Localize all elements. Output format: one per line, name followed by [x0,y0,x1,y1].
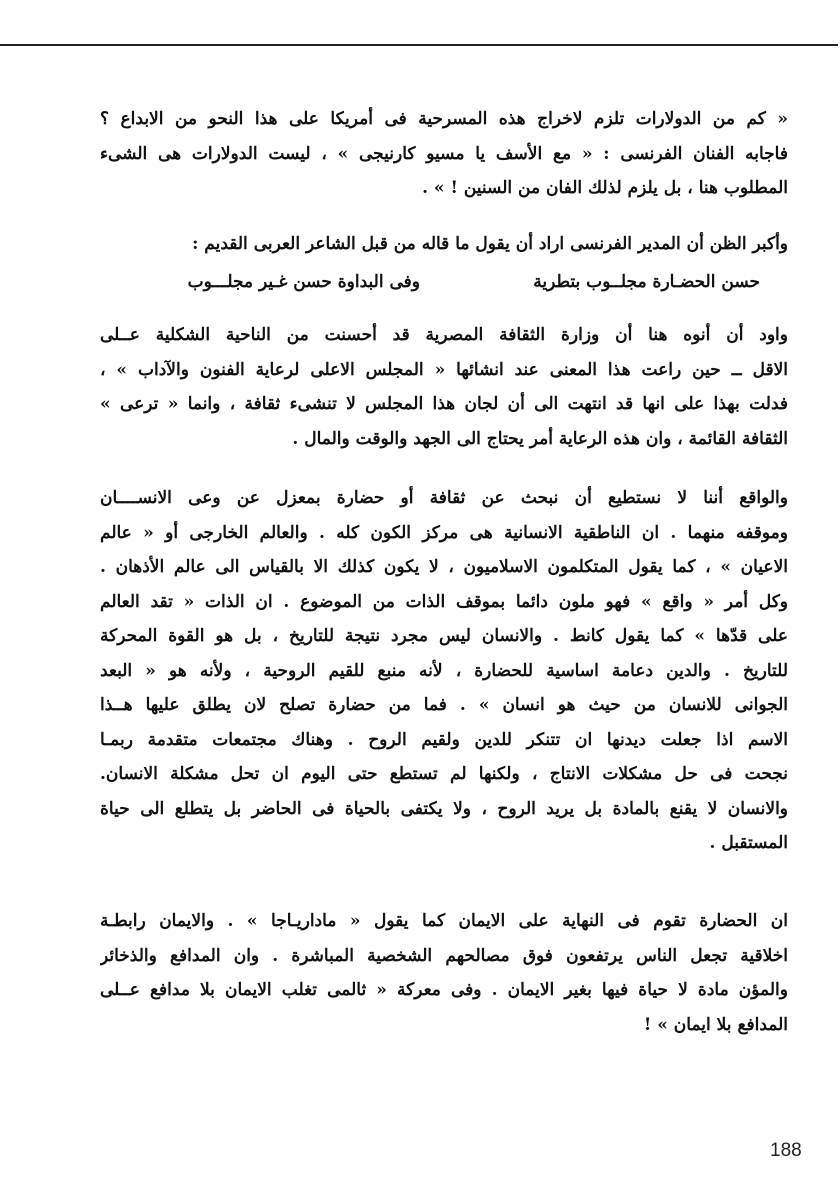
text-line: « كم من الدولارات تلزم لاخراج هذه المسرحية فى أمريكا على هذا النحو من الابداع ؟ [100,109,788,129]
paragraph-4 [100,481,788,861]
verse-first-hemistich: حسن الحضـارة مجلــوب بتطرية [533,272,760,292]
text-line: الاسم اذا جعلت ديدنها ان تتنكر للدين ولقيم الروح . وهناك مجتمعات متقدمة ربمـا [100,729,788,750]
verse-second-hemistich: وفى البداوة حسن غـير مجلـــوب [187,272,420,292]
paragraph-3 [100,318,788,456]
text-line: وموقفه منهما . ان الناطقية الانسانية هى مركز الكون كله . والعالم الخارجى أو « عالم [100,522,788,543]
text-line: على قدّها » كما يقول كانط . والانسان ليس مجرد نتيجة للتاريخ ، بل هو القوة المحركة [100,626,788,646]
text-line: اخلاقية تجعل الناس يرتفعون فوق مصالحهم الشخصية المباشرة . وان المدافع والذخائر [100,945,788,966]
text-line: وأكبر الظن أن المدير الفرنسى اراد أن يقول ما قاله من قبل الشاعر العربى القديم : [192,234,788,254]
text-line: للتاريخ . والدين دعامة اساسية للحضارة ، لأنه منبع للقيم الروحية ، ولأنه هو « البعد [100,660,788,681]
text-line: الثقافة القائمة ، وان هذه الرعاية أمر يحتاج الى الجهد والوقت والمال . [292,428,788,449]
paragraph-2 [100,227,788,262]
text-line: والمؤن مادة لا حياة فيها بغير الايمان . وفى معركة « ثالمى تغلب الايمان بلا مدافع عــلى [100,980,788,1000]
paragraph-5 [100,904,788,1042]
text-line: الاعيان » ، كما يقول المتكلمون الاسلاميون ، لا يكون كذلك الا بالقياس الى عالم الأذهان . [100,557,788,577]
text-line: المستقبل . [709,833,788,853]
text-line: الاقل ــ حين راعت هذا المعنى عند انشائها « المجلس الاعلى لرعاية الفنون والآداب » ، [100,359,788,380]
text-line: نجحت فى حل مشكلات الانتاج ، ولكنها لم تستطع حتى اليوم ان تحل مشكلة الانسان. [100,764,788,784]
text-line: واود أن أنوه هنا أن وزارة الثقافة المصرية قد أحسنت من الناحية الشكلية عــلى [100,325,788,345]
text-line: فدلت بهذا على انها قد انتهت الى أن لجان هذا المجلس لا تنشىء ثقافة ، وانما « ترعى » [100,394,788,414]
text-line: الجوانى للانسان من حيث هو انسان » . فما من حضارة تصلح لان يطلق عليها هــذا [100,695,788,715]
text-line: والواقع أننا لا نستطيع أن نبحث عن ثقافة أو حضارة بمعزل عن وعى الانســــان [100,488,788,508]
text-line: والانسان لا يقنع بالمادة بل يريد الروح ، ولا يكتفى بالحياة فى الحاضر بل يتطلع الى حياة [100,798,788,819]
text-line: ان الحضارة تقوم فى النهاية على الايمان كما يقول « ماداريـاجا » . والايمان رابطـة [100,911,788,931]
text-line: المدافع بلا ايمان » ! [643,1014,788,1035]
top-rule [0,44,838,46]
paragraph-1 [100,102,788,206]
verse [100,268,760,302]
text-line: فاجابه الفنان الفرنسى : « مع الأسف يا مسيو كارنيجى » ، ليست الدولارات هى الشىء [100,143,788,164]
text-line: وكل أمر « واقع » فهو ملون دائما بموقف الذات من الموضوع . ان الذات « تقد العالم [100,591,788,612]
page-number: 188 [770,1140,802,1161]
text-line: المطلوب هنا ، بل يلزم لذلك الفان من السنين ! » . [422,178,788,198]
